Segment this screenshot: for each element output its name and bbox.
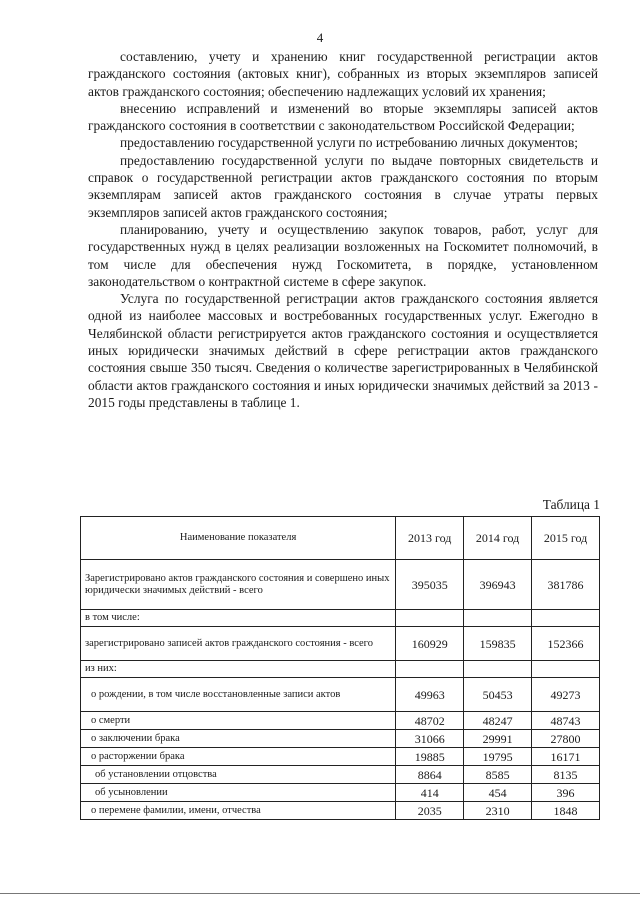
paragraph-1: составлению, учету и хранению книг государственной регистрации актов гражданского состояния (актовых книг), собранных из вторых экземпляров записей актов гражданского состояния; обеспечению надлежащих условий их хранения; [88, 49, 598, 99]
value-2015: 152366 [532, 627, 600, 661]
value-2015: 16171 [532, 748, 600, 766]
paragraph-4: предоставлению государственной услуги по выдаче повторных свидетельств и справок о государственной регистрации актов гражданского состояния по вторым экземплярам записей актов гражданского состояния в случае утраты первых экземпляров записей актов гражданского состояния; [88, 152, 598, 220]
page-bottom-edge [0, 893, 640, 894]
paragraph-6: Услуга по государственной регистрации актов гражданского состояния является одной из наиболее массовых и востребованных государственных услуг. Ежегодно в Челябинской области регистрируется актов гражданского состояния и осуществляется иных юридически значимых действий в сфере регистрации актов гражданского состояния свыше 350 тысяч. Сведения о количестве зарегистрированных в Челябинской области актов гражданского состояния и иных юридически значимых действий за 2013 - 2015 годы представлены в таблице 1. [88, 291, 598, 410]
row-label: в том числе: [81, 610, 396, 627]
row-label: из них: [81, 661, 396, 678]
row-label: о перемене фамилии, имени, отчества [81, 802, 396, 820]
value-2015: 8135 [532, 766, 600, 784]
table-row [81, 748, 600, 766]
table-row [81, 784, 600, 802]
table-row [81, 730, 600, 748]
value-2015 [532, 661, 600, 678]
table-row [81, 678, 600, 712]
row-label: о заключении брака [81, 730, 396, 748]
value-2013: 49963 [396, 678, 464, 712]
value-2014: 8585 [464, 766, 532, 784]
table-row [81, 610, 600, 627]
table-row [81, 627, 600, 661]
body-text [88, 48, 598, 411]
page-number: 4 [316, 30, 324, 45]
table-row [81, 766, 600, 784]
header-name: Наименование показателя [81, 517, 396, 560]
value-2014 [464, 661, 532, 678]
table-caption: Таблица 1 [542, 497, 600, 512]
row-label: об установлении отцовства [81, 766, 396, 784]
value-2014: 396943 [464, 560, 532, 610]
value-2013: 31066 [396, 730, 464, 748]
value-2015 [532, 610, 600, 627]
table-header-row [81, 517, 600, 560]
value-2015: 48743 [532, 712, 600, 730]
value-2014: 29991 [464, 730, 532, 748]
header-2014: 2014 год [464, 517, 532, 560]
header-2013: 2013 год [396, 517, 464, 560]
value-2014: 159835 [464, 627, 532, 661]
row-label: о расторжении брака [81, 748, 396, 766]
table-row [81, 661, 600, 678]
table-row [81, 802, 600, 820]
value-2013 [396, 610, 464, 627]
paragraph-3: предоставлению государственной услуги по истребованию личных документов; [120, 135, 579, 151]
table-row [81, 712, 600, 730]
value-2013: 2035 [396, 802, 464, 820]
value-2014: 19795 [464, 748, 532, 766]
value-2015: 1848 [532, 802, 600, 820]
value-2015: 49273 [532, 678, 600, 712]
value-2013: 395035 [396, 560, 464, 610]
value-2014: 50453 [464, 678, 532, 712]
value-2013: 8864 [396, 766, 464, 784]
row-label: о смерти [81, 712, 396, 730]
value-2014: 2310 [464, 802, 532, 820]
value-2014 [464, 610, 532, 627]
value-2013: 19885 [396, 748, 464, 766]
row-label: об усыновлении [81, 784, 396, 802]
paragraph-2: внесению исправлений и изменений во вторые экземпляры записей актов гражданского состояния в соответствии с законодательством Российской Федерации; [88, 100, 598, 134]
value-2015: 381786 [532, 560, 600, 610]
value-2015: 27800 [532, 730, 600, 748]
header-2015: 2015 год [532, 517, 600, 560]
paragraph-5: планированию, учету и осуществлению закупок товаров, работ, услуг для государственных нужд в целях реализации возложенных на Госкомитет полномочий, в том числе для обеспечения нужд Госкомитета, в порядке, установленном законодательством о контрактной системе в сфере закупок. [88, 221, 598, 289]
value-2014: 454 [464, 784, 532, 802]
table-row [81, 560, 600, 610]
value-2013: 160929 [396, 627, 464, 661]
value-2014: 48247 [464, 712, 532, 730]
row-label: зарегистрировано записей актов гражданского состояния - всего [81, 627, 396, 661]
value-2015: 396 [532, 784, 600, 802]
statistics-table [80, 516, 600, 820]
value-2013 [396, 661, 464, 678]
row-label: Зарегистрировано актов гражданского состояния и совершено иных юридически значимых действий - всего [81, 560, 396, 610]
value-2013: 414 [396, 784, 464, 802]
row-label: о рождении, в том числе восстановленные записи актов [81, 678, 396, 712]
value-2013: 48702 [396, 712, 464, 730]
